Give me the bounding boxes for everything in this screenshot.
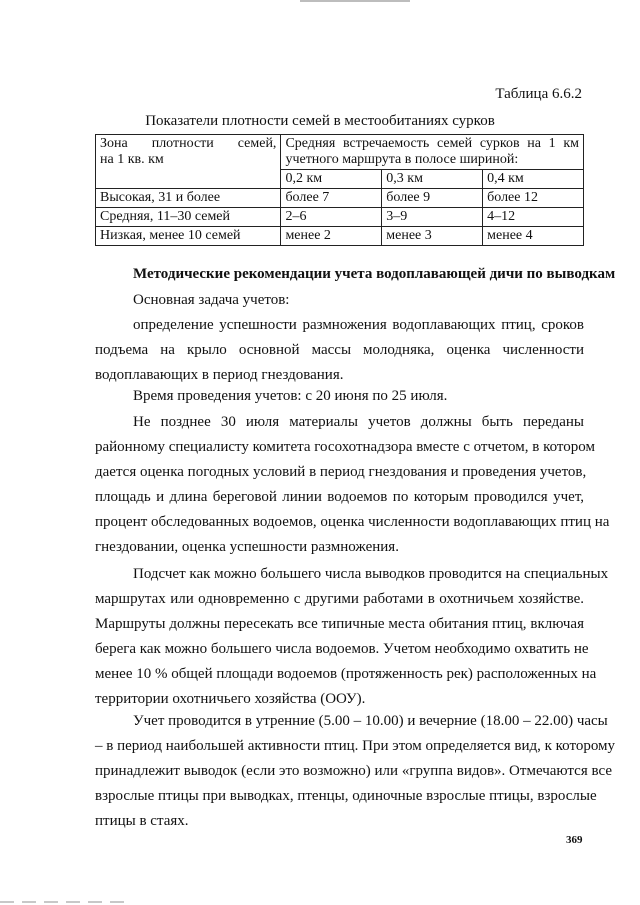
page-number: 369	[566, 834, 583, 846]
header-zone-line2: на 1 кв. км	[100, 152, 164, 167]
text-line: Основная задача учетов:	[133, 292, 290, 308]
text-line: принадлежит выводок (если это возможно) или «группа видов». Отмечаются все	[95, 763, 612, 779]
header-frequency-line2: учетного маршрута в полосе шириной:	[285, 152, 519, 167]
text-line: районному специалисту комитета госохотнадзора вместе с отчетом, в котором	[95, 439, 595, 455]
paragraph-counting	[95, 562, 609, 712]
scan-artifact-bottom	[0, 901, 130, 903]
text-line: Подсчет как можно большего числа выводков проводится на специальных	[133, 566, 609, 582]
header-frequency-cell	[281, 135, 584, 170]
value-cell: более 9	[382, 189, 483, 208]
header-zone-line1: Зона плотности семей,	[100, 136, 277, 151]
text-line: берега как можно большего числа водоемов. Учетом необходимо охватить не	[95, 641, 589, 657]
text-line: определение успешности размножения водоплавающих птиц, сроков	[133, 317, 584, 333]
text-line: птицы в стаях.	[95, 813, 189, 829]
text-line: – в период наибольшей активности птиц. При этом определяется вид, к которому	[95, 738, 616, 754]
text-line: Маршруты должны пересекать все типичные места обитания птиц, включая	[95, 616, 584, 632]
text-line: Учет проводится в утренние (5.00 – 10.00) и вечерние (18.00 – 22.00) часы	[133, 713, 608, 729]
paragraph-task-intro	[95, 288, 584, 313]
width-header-cell: 0,3 км	[382, 170, 483, 189]
text-line: дается оценка погодных условий в период гнездования и проведения учетов,	[95, 464, 587, 480]
text-line: территории охотничьего хозяйства (ООУ).	[95, 691, 366, 707]
header-zone-cell	[96, 135, 281, 189]
scan-artifact-top	[300, 0, 410, 2]
text-line: гнездовании, оценка успешности размножения.	[95, 539, 399, 555]
value-cell: менее 3	[382, 227, 483, 246]
value-cell: более 12	[483, 189, 584, 208]
header-frequency-line1: Средняя встречаемость семей сурков на 1 км	[285, 136, 579, 151]
table-row	[96, 189, 584, 208]
text-line: водоплавающих в период гнездования.	[95, 367, 344, 383]
zone-cell: Средняя, 11–30 семей	[96, 208, 281, 227]
paragraph-task	[95, 313, 584, 388]
paragraph-timing	[95, 384, 584, 409]
table-number: Таблица 6.6.2	[495, 86, 582, 102]
paragraph-schedule	[95, 709, 616, 834]
value-cell: менее 4	[483, 227, 584, 246]
value-cell: более 7	[281, 189, 382, 208]
table-row	[96, 208, 584, 227]
table-title: Показатели плотности семей в местообитаниях сурков	[145, 113, 495, 129]
value-cell: 2–6	[281, 208, 382, 227]
text-line: площадь и длина береговой линии водоемов по которым проводился учет,	[95, 489, 584, 505]
text-line: взрослые птицы при выводках, птенцы, одиночные взрослые птицы, взрослые	[95, 788, 597, 804]
value-cell: менее 2	[281, 227, 382, 246]
zone-cell: Низкая, менее 10 семей	[96, 227, 281, 246]
paragraph-report	[95, 410, 610, 560]
value-cell: 4–12	[483, 208, 584, 227]
section-heading: Методические рекомендации учета водоплавающей дичи по выводкам	[133, 266, 616, 282]
width-header-cell: 0,2 км	[281, 170, 382, 189]
text-line: Время проведения учетов: с 20 июня по 25 июля.	[133, 388, 448, 404]
density-table	[95, 134, 584, 246]
table-row	[96, 227, 584, 246]
text-line: процент обследованных водоемов, оценка численности водоплавающих птиц на	[95, 514, 610, 530]
text-line: подъема на крыло основной массы молодняка, оценка численности	[95, 342, 584, 358]
table-header-row	[96, 135, 584, 170]
text-line: менее 10 % общей площади водоемов (протяженность рек) расположенных на	[95, 666, 597, 682]
value-cell: 3–9	[382, 208, 483, 227]
text-line: Не позднее 30 июля материалы учетов должны быть переданы	[133, 414, 584, 430]
text-line: маршрутах или одновременно с другими работами в охотничьем хозяйстве.	[95, 591, 584, 607]
width-header-cell: 0,4 км	[483, 170, 584, 189]
zone-cell: Высокая, 31 и более	[96, 189, 281, 208]
